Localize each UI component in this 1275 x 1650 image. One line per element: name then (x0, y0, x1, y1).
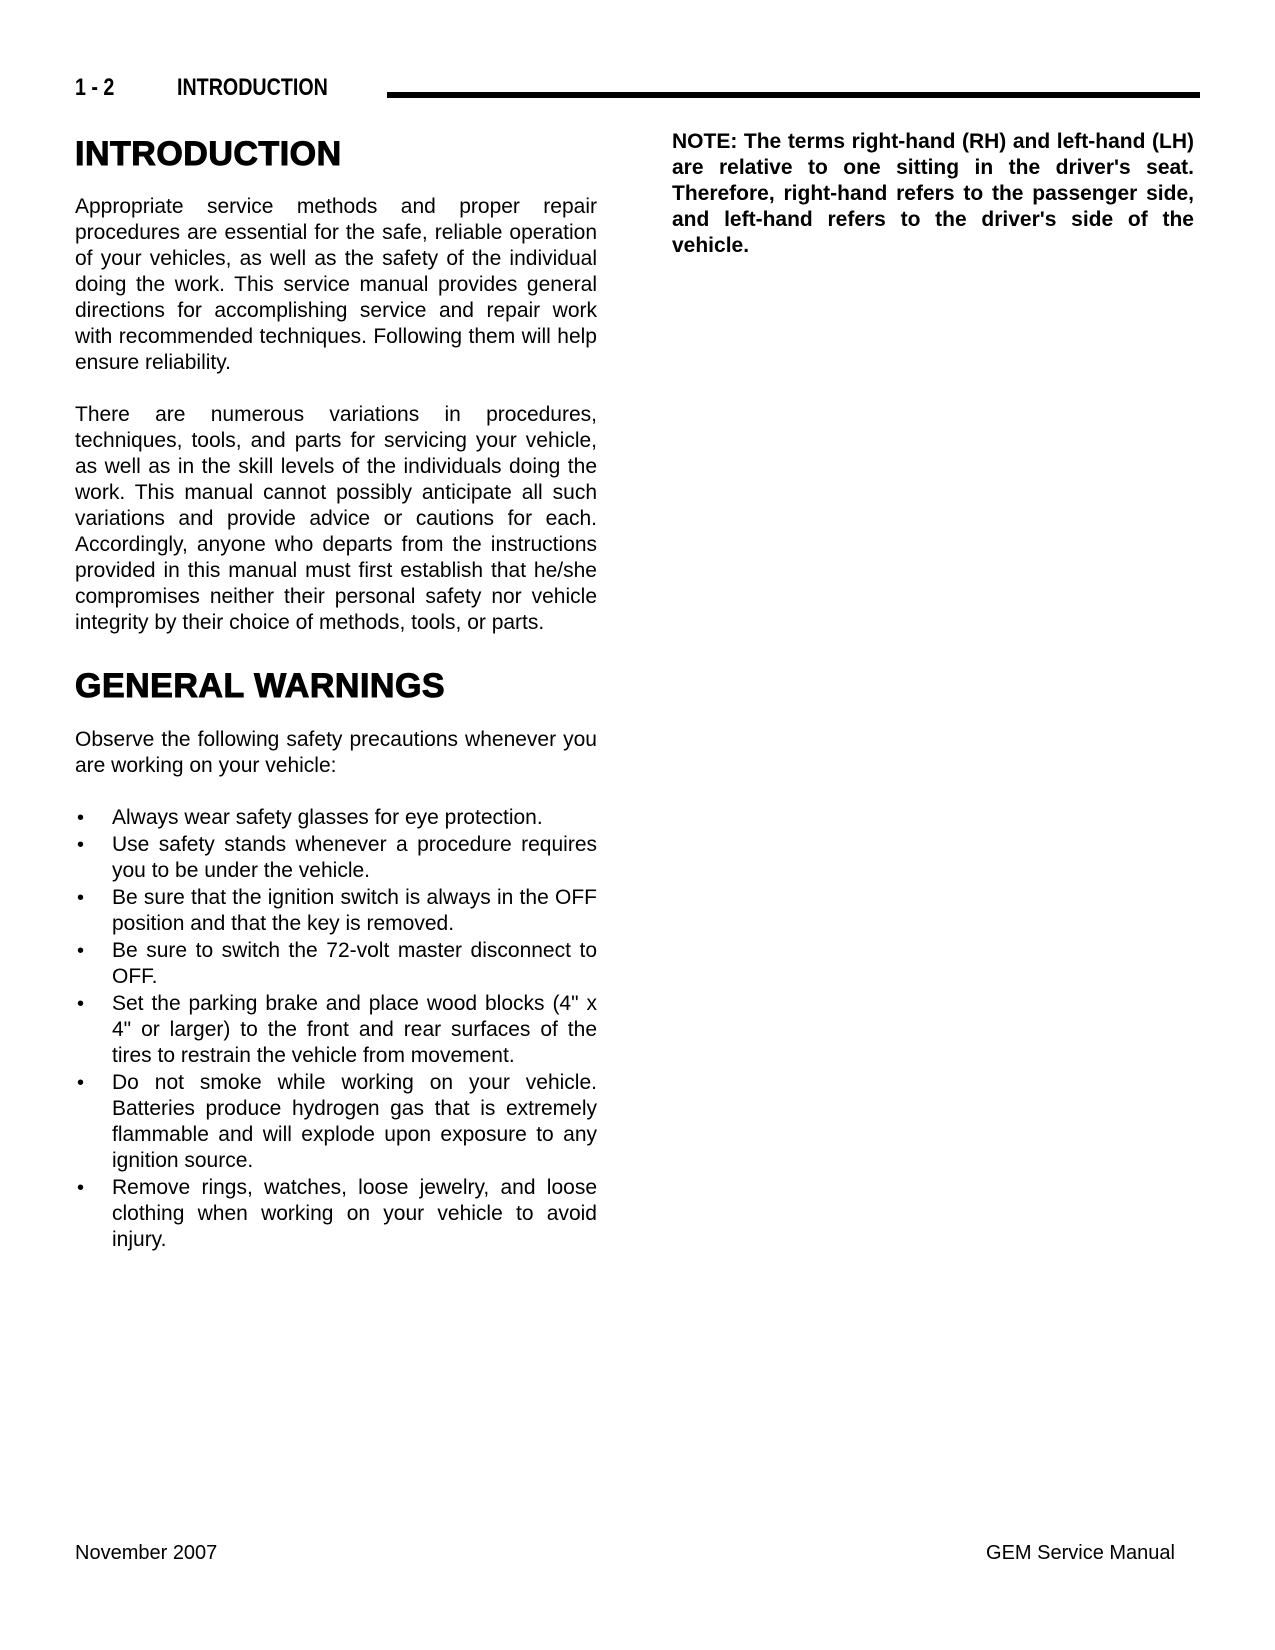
list-item (75, 885, 597, 937)
list-item-text: Set the parking brake and place wood blocks (4" x 4" or larger) to the front and rear surfaces of the tires to restrain the vehicle from movement. (112, 992, 597, 1067)
warning-list (75, 805, 597, 1253)
list-item-text: Use safety stands whenever a procedure requires you to be under the vehicle. (112, 833, 597, 882)
right-column (672, 129, 1194, 259)
list-item (75, 832, 597, 884)
bullet-icon: • (77, 834, 85, 856)
list-item (75, 805, 597, 831)
list-item (75, 938, 597, 990)
bullet-icon: • (77, 940, 85, 962)
page-header (75, 74, 1200, 106)
left-column (75, 134, 597, 1254)
footer-date: November 2007 (75, 1542, 218, 1564)
introduction-paragraph-2: There are numerous variations in procedures, techniques, tools, and parts for servicing your vehicle, as well as in the skill levels of the individuals doing the work. This manual cannot possibly anticipate all such variations and provide advice or cautions for each. Accordingly, anyone who departs from the instructions provided in this manual must first establish that he/she compromises neither their personal safety nor vehicle integrity by their choice of methods, tools, or parts. (75, 403, 597, 634)
header-rule (387, 92, 1200, 98)
general-warnings-intro: Observe the following safety precautions whenever you are working on your vehicle: (75, 728, 597, 777)
list-item (75, 1070, 597, 1174)
list-item-text: Be sure to switch the 72-volt master disconnect to OFF. (112, 939, 597, 988)
bullet-icon: • (77, 1072, 85, 1094)
bullet-icon: • (77, 887, 85, 909)
bullet-icon: • (77, 1177, 85, 1199)
list-item-text: Do not smoke while working on your vehicle. Batteries produce hydrogen gas that is extremely flammable and will explode upon exposure to any ignition source. (112, 1071, 597, 1172)
list-item-text: Be sure that the ignition switch is always in the OFF position and that the key is removed. (112, 886, 597, 935)
note-paragraph: NOTE: The terms right-hand (RH) and left-hand (LH) are relative to one sitting in the driver's seat. Therefore, right-hand refers to the passenger side, and left-hand refers to the driver's side of the vehicle. (672, 130, 1194, 257)
general-warnings-heading: GENERAL WARNINGS (75, 667, 446, 705)
list-item-text: Always wear safety glasses for eye protection. (112, 806, 543, 829)
list-item (75, 991, 597, 1069)
introduction-heading: INTRODUCTION (75, 135, 342, 173)
introduction-paragraph-1: Appropriate service methods and proper repair procedures are essential for the safe, reliable operation of your vehicles, as well as the safety of the individual doing the work. This service manual provides general directions for accomplishing service and repair work with recommended techniques. Following them will help ensure reliability. (75, 195, 597, 374)
bullet-icon: • (77, 993, 85, 1015)
list-item (75, 1175, 597, 1253)
list-item-text: Remove rings, watches, loose jewelry, and loose clothing when working on your vehicle to avoid injury. (112, 1176, 597, 1251)
header-section-title: INTRODUCTION (177, 74, 328, 101)
page-number: 1 - 2 (75, 74, 115, 101)
footer-manual-title: GEM Service Manual (986, 1542, 1175, 1564)
bullet-icon: • (77, 807, 85, 829)
